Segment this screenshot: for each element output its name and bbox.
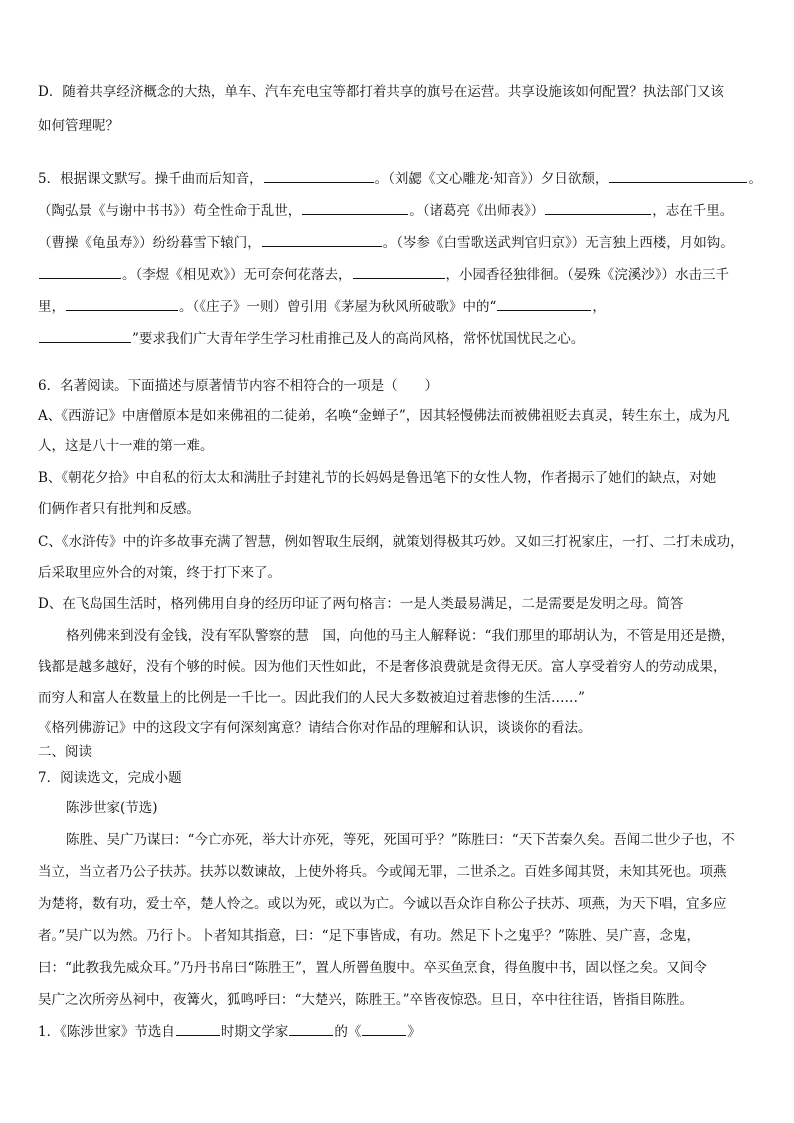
q5-text: ”要求我们广大青年学生学习杜甫推己及人的高尚风格，常怀忧国忧民之心。 [132,331,585,347]
answer-blank[interactable] [545,200,651,215]
q5-text: ，志在千里。 [652,203,734,219]
q5-text: 。（诸葛亮《出师表》） [409,203,545,219]
q6-option-d-line1: D、在飞岛国生活时，格列佛用自身的经历印证了两句格言：一是人类最易满足，二是需要是发明之母。简答 [38,596,684,612]
q5-text: 。（岑参《白雪歌送武判官归京》）无言独上西楼，月如钩。 [382,235,734,251]
answer-blank[interactable] [176,1021,220,1036]
q7-subquestion-1 [38,1021,421,1041]
q5-line5 [38,296,606,316]
q6-option-b-line2: 们俩作者只有批判和反感。 [38,501,200,517]
q6-option-c-line1: C、《水浒传》中的许多故事充满了智慧，例如智取生辰纲，就策划得极其巧妙。又如三打祝家庄，一打、二打未成功， [38,534,744,550]
q5-line2 [38,200,733,220]
passage-line: 钱都是越多越好，没有个够的时候。因为他们天性如此，不是奢侈浪费就是贪得无厌。富人享受着穷人的劳动成果， [38,659,727,675]
passage-line: 而穷人和富人在数量上的比例是一千比一。因此我们的人民大多数被迫过着悲惨的生活……” [38,690,585,706]
passage-title: 陈涉世家(节选) [66,800,158,816]
q6-option-a-line1: A、《西游记》中唐僧原本是如来佛祖的二徒弟，名唤“金蝉子”，因其轻慢佛法而被佛祖贬去真灵，转生东土，成为凡 [38,408,730,424]
q5-text: 。 [748,171,762,187]
q5-text: ，小园香径独徘徊。（晏殊《浣溪沙》）水击三千 [445,267,729,283]
passage-line: 者。”吴广以为然。乃行卜。卜者知其指意，曰：“足下事皆成，有功。然足下卜之鬼乎？”陈胜、吴广喜，念鬼， [38,928,700,944]
q7-text: 》 [407,1024,421,1040]
passage-line: 当立，当立者乃公子扶苏。扶苏以数谏故，上使外将兵。今或闻无罪，二世杀之。百姓多闻其贤，未知其死也。项燕 [38,864,727,880]
passage-line: 陈胜、吴广乃谋曰：“今亡亦死，举大计亦死，等死，死国可乎？”陈胜曰：“天下苦秦久矣。吾闻二世少子也，不 [66,832,735,848]
answer-blank[interactable] [39,264,121,279]
answer-blank[interactable] [262,232,382,247]
q6-stem: 6．名著阅读。下面描述与原著情节内容不相符合的一项是（ ） [38,378,439,394]
answer-blank[interactable] [39,328,131,343]
passage-line: 为楚将，数有功，爱士卒，楚人怜之。或以为死，或以为亡。今诚以吾众诈自称公子扶苏、项燕，为天下唱，宜多应 [38,896,727,912]
q7-stem: 7．阅读选文，完成小题 [38,770,182,786]
q5-line6 [38,328,584,348]
q5-text: 。（刘勰《文心雕龙·知音》）夕日欲颓， [374,171,609,187]
q5-text: ， [592,299,606,315]
answer-blank[interactable] [497,296,591,311]
answer-blank[interactable] [353,264,445,279]
answer-blank[interactable] [362,1021,406,1036]
q6-question: 《格列佛游记》中的这段文字有何深刻寓意？请结合你对作品的理解和认识，谈谈你的看法。 [38,720,592,736]
answer-blank[interactable] [66,296,178,311]
q4-option-d-line1: D．随着共享经济概念的大热，单车、汽车充电宝等都打着共享的旗号在运营。共享设施该如何配置？执法部门又该 [38,84,724,100]
q5-text: （曹操《龟虽寿》）纷纷暮雪下辕门， [38,235,261,251]
q5-text: 。（李煜《相见欢》）无可奈何花落去， [122,267,352,283]
q6-option-a-line2: 人，这是八十一难的第一难。 [38,438,214,454]
section-heading: 二、阅读 [38,744,92,760]
q7-text: 的《 [334,1024,362,1040]
q4-option-d-line2: 如何管理呢？ [38,118,119,134]
q6-option-b-line1: B、《朝花夕拾》中自私的衍太太和满肚子封建礼节的长妈妈是鲁迅笔下的女性人物，作者揭示了她们的缺点，对她 [38,470,717,486]
answer-blank[interactable] [289,1021,333,1036]
q5-line3 [38,232,734,252]
passage-line: 曰：“此教我先威众耳。”乃丹书帛曰“陈胜王”，置人所罾鱼腹中。卒买鱼烹食，得鱼腹中书，固以怪之矣。又间令 [38,960,707,976]
q6-option-c-line2: 后采取里应外合的对策，终于打下来了。 [38,565,281,581]
q7-text: 1．《陈涉世家》节选自 [38,1024,175,1040]
answer-blank[interactable] [264,168,374,183]
q5-text: 里， [38,299,65,315]
q7-text: 时期文学家 [220,1024,289,1040]
q5-line1 [38,168,762,188]
q5-text: 。（《庄子》一则）曾引用《茅屋为秋风所破歌》中的“ [179,299,497,315]
answer-blank[interactable] [609,168,747,183]
passage-line: 格列佛来到没有金钱，没有军队警察的慧 国，向他的马主人解释说：“我们那里的耶胡认为，不管是用还是攒， [66,628,735,644]
q5-text: （陶弘景《与谢中书书》）苟全性命于乱世， [38,203,302,219]
q5-text: 5．根据课文默写。操千曲而后知音， [38,171,263,187]
passage-line: 吴广之次所旁丛祠中，夜篝火，狐鸣呼曰：“大楚兴，陈胜王。”卒皆夜惊恐。旦日，卒中往往语，皆指目陈胜。 [38,992,694,1008]
answer-blank[interactable] [302,200,408,215]
q5-line4 [38,264,729,284]
